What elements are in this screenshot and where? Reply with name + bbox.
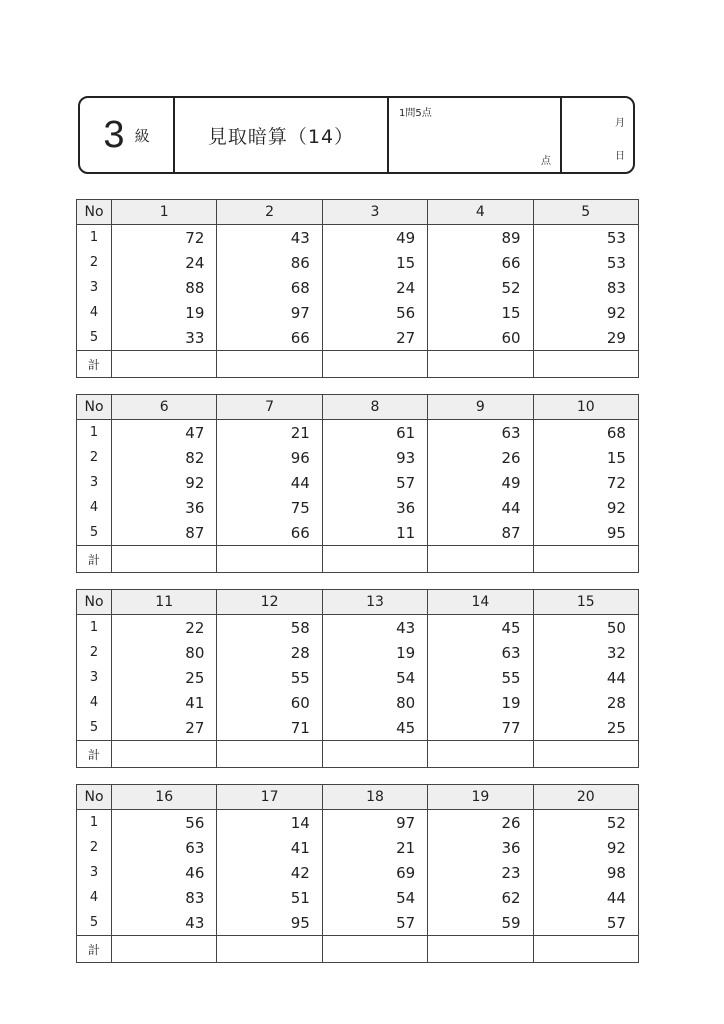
worksheet-header xyxy=(78,96,635,174)
problem-number: 18 xyxy=(322,785,427,810)
answer-field[interactable] xyxy=(322,351,427,378)
row-number: 1 xyxy=(77,615,112,641)
row-number: 4 xyxy=(77,300,112,325)
row-number: 3 xyxy=(77,860,112,885)
problem-table-4 xyxy=(76,784,639,963)
problem-table-3 xyxy=(76,589,639,768)
number-cell: 62 xyxy=(428,885,533,910)
number-cell: 46 xyxy=(112,860,217,885)
number-cell: 29 xyxy=(533,325,638,351)
number-cell: 53 xyxy=(533,250,638,275)
number-cell: 56 xyxy=(112,810,217,836)
number-cell: 66 xyxy=(428,250,533,275)
number-cell: 83 xyxy=(533,275,638,300)
row-number: 3 xyxy=(77,470,112,495)
row-number: 5 xyxy=(77,910,112,936)
answer-field[interactable] xyxy=(112,936,217,963)
no-header: No xyxy=(77,200,112,225)
number-cell: 44 xyxy=(428,495,533,520)
row-number: 1 xyxy=(77,420,112,446)
header-row xyxy=(77,785,639,810)
total-label: 計 xyxy=(77,741,112,768)
row-number: 4 xyxy=(77,690,112,715)
number-cell: 92 xyxy=(533,835,638,860)
answer-field[interactable] xyxy=(322,546,427,573)
number-cell: 27 xyxy=(322,325,427,351)
number-cell: 57 xyxy=(322,470,427,495)
row-number: 3 xyxy=(77,665,112,690)
answer-field[interactable] xyxy=(217,741,322,768)
header-row xyxy=(77,590,639,615)
number-cell: 87 xyxy=(428,520,533,546)
problem-number: 5 xyxy=(533,200,638,225)
table-row xyxy=(77,860,639,885)
answer-field[interactable] xyxy=(533,351,638,378)
header-row xyxy=(77,200,639,225)
problem-number: 12 xyxy=(217,590,322,615)
problem-number: 17 xyxy=(217,785,322,810)
number-cell: 21 xyxy=(217,420,322,446)
number-cell: 71 xyxy=(217,715,322,741)
problem-number: 7 xyxy=(217,395,322,420)
number-cell: 66 xyxy=(217,325,322,351)
table-row xyxy=(77,715,639,741)
table-row xyxy=(77,495,639,520)
number-cell: 92 xyxy=(533,495,638,520)
number-cell: 43 xyxy=(217,225,322,251)
table-row xyxy=(77,470,639,495)
number-cell: 95 xyxy=(217,910,322,936)
date-cell xyxy=(562,98,633,172)
table-row xyxy=(77,300,639,325)
number-cell: 36 xyxy=(428,835,533,860)
answer-field[interactable] xyxy=(112,351,217,378)
number-cell: 14 xyxy=(217,810,322,836)
table-row xyxy=(77,250,639,275)
table-row xyxy=(77,910,639,936)
number-cell: 96 xyxy=(217,445,322,470)
number-cell: 57 xyxy=(322,910,427,936)
number-cell: 19 xyxy=(322,640,427,665)
number-cell: 44 xyxy=(217,470,322,495)
answer-field[interactable] xyxy=(533,936,638,963)
number-cell: 92 xyxy=(533,300,638,325)
answer-field[interactable] xyxy=(428,741,533,768)
number-cell: 27 xyxy=(112,715,217,741)
table-row xyxy=(77,225,639,251)
number-cell: 61 xyxy=(322,420,427,446)
answer-field[interactable] xyxy=(428,546,533,573)
total-label: 計 xyxy=(77,351,112,378)
number-cell: 89 xyxy=(428,225,533,251)
row-number: 5 xyxy=(77,520,112,546)
problem-table-1 xyxy=(76,199,639,378)
no-header: No xyxy=(77,590,112,615)
problem-number: 10 xyxy=(533,395,638,420)
number-cell: 43 xyxy=(322,615,427,641)
number-cell: 22 xyxy=(112,615,217,641)
row-number: 5 xyxy=(77,325,112,351)
answer-field[interactable] xyxy=(217,546,322,573)
table-row xyxy=(77,885,639,910)
total-row xyxy=(77,936,639,963)
number-cell: 60 xyxy=(428,325,533,351)
row-number: 5 xyxy=(77,715,112,741)
table-row xyxy=(77,275,639,300)
grade-label: 級 xyxy=(134,126,150,145)
number-cell: 68 xyxy=(533,420,638,446)
total-row xyxy=(77,351,639,378)
scoring-rule: 1問5点 xyxy=(399,108,432,119)
problem-number: 1 xyxy=(112,200,217,225)
number-cell: 45 xyxy=(428,615,533,641)
number-cell: 24 xyxy=(322,275,427,300)
number-cell: 55 xyxy=(428,665,533,690)
number-cell: 56 xyxy=(322,300,427,325)
answer-field[interactable] xyxy=(428,351,533,378)
number-cell: 52 xyxy=(533,810,638,836)
number-cell: 19 xyxy=(112,300,217,325)
number-cell: 86 xyxy=(217,250,322,275)
number-cell: 97 xyxy=(322,810,427,836)
row-number: 2 xyxy=(77,445,112,470)
number-cell: 28 xyxy=(533,690,638,715)
number-cell: 21 xyxy=(322,835,427,860)
number-cell: 36 xyxy=(322,495,427,520)
problem-number: 4 xyxy=(428,200,533,225)
problem-number: 8 xyxy=(322,395,427,420)
number-cell: 41 xyxy=(112,690,217,715)
table-row xyxy=(77,615,639,641)
problem-number: 19 xyxy=(428,785,533,810)
number-cell: 19 xyxy=(428,690,533,715)
table-row xyxy=(77,520,639,546)
answer-field[interactable] xyxy=(322,741,427,768)
problem-table-2 xyxy=(76,394,639,573)
number-cell: 54 xyxy=(322,885,427,910)
problem-number: 14 xyxy=(428,590,533,615)
table-row xyxy=(77,665,639,690)
number-cell: 24 xyxy=(112,250,217,275)
answer-field[interactable] xyxy=(112,741,217,768)
problem-number: 9 xyxy=(428,395,533,420)
table-row xyxy=(77,835,639,860)
answer-field[interactable] xyxy=(322,936,427,963)
number-cell: 49 xyxy=(428,470,533,495)
number-cell: 44 xyxy=(533,885,638,910)
number-cell: 68 xyxy=(217,275,322,300)
number-cell: 15 xyxy=(428,300,533,325)
number-cell: 15 xyxy=(533,445,638,470)
answer-field[interactable] xyxy=(428,936,533,963)
row-number: 2 xyxy=(77,835,112,860)
table-row xyxy=(77,810,639,836)
number-cell: 82 xyxy=(112,445,217,470)
answer-field[interactable] xyxy=(217,936,322,963)
number-cell: 25 xyxy=(112,665,217,690)
table-row xyxy=(77,640,639,665)
grade-number: 3 xyxy=(103,113,125,156)
answer-field[interactable] xyxy=(217,351,322,378)
row-number: 1 xyxy=(77,225,112,251)
row-number: 3 xyxy=(77,275,112,300)
problem-number: 13 xyxy=(322,590,427,615)
score-cell xyxy=(389,98,562,172)
header-row xyxy=(77,395,639,420)
row-number: 2 xyxy=(77,640,112,665)
problem-number: 20 xyxy=(533,785,638,810)
no-header: No xyxy=(77,785,112,810)
row-number: 2 xyxy=(77,250,112,275)
problem-number: 3 xyxy=(322,200,427,225)
number-cell: 75 xyxy=(217,495,322,520)
number-cell: 47 xyxy=(112,420,217,446)
table-row xyxy=(77,420,639,446)
table-row xyxy=(77,445,639,470)
number-cell: 50 xyxy=(533,615,638,641)
total-row xyxy=(77,546,639,573)
total-label: 計 xyxy=(77,936,112,963)
number-cell: 93 xyxy=(322,445,427,470)
number-cell: 63 xyxy=(112,835,217,860)
row-number: 4 xyxy=(77,885,112,910)
number-cell: 51 xyxy=(217,885,322,910)
number-cell: 92 xyxy=(112,470,217,495)
number-cell: 80 xyxy=(322,690,427,715)
worksheet-title: 見取暗算（14） xyxy=(175,98,389,172)
problem-number: 2 xyxy=(217,200,322,225)
number-cell: 45 xyxy=(322,715,427,741)
row-number: 4 xyxy=(77,495,112,520)
no-header: No xyxy=(77,395,112,420)
number-cell: 87 xyxy=(112,520,217,546)
number-cell: 63 xyxy=(428,640,533,665)
number-cell: 55 xyxy=(217,665,322,690)
number-cell: 72 xyxy=(112,225,217,251)
number-cell: 80 xyxy=(112,640,217,665)
number-cell: 36 xyxy=(112,495,217,520)
problem-number: 11 xyxy=(112,590,217,615)
number-cell: 32 xyxy=(533,640,638,665)
number-cell: 25 xyxy=(533,715,638,741)
number-cell: 63 xyxy=(428,420,533,446)
number-cell: 57 xyxy=(533,910,638,936)
answer-field[interactable] xyxy=(533,741,638,768)
number-cell: 88 xyxy=(112,275,217,300)
total-row xyxy=(77,741,639,768)
number-cell: 69 xyxy=(322,860,427,885)
number-cell: 95 xyxy=(533,520,638,546)
number-cell: 98 xyxy=(533,860,638,885)
number-cell: 26 xyxy=(428,810,533,836)
number-cell: 60 xyxy=(217,690,322,715)
number-cell: 97 xyxy=(217,300,322,325)
number-cell: 77 xyxy=(428,715,533,741)
number-cell: 52 xyxy=(428,275,533,300)
number-cell: 72 xyxy=(533,470,638,495)
number-cell: 41 xyxy=(217,835,322,860)
number-cell: 53 xyxy=(533,225,638,251)
grade-cell xyxy=(80,98,175,172)
number-cell: 44 xyxy=(533,665,638,690)
total-label: 計 xyxy=(77,546,112,573)
problem-number: 6 xyxy=(112,395,217,420)
number-cell: 59 xyxy=(428,910,533,936)
number-cell: 23 xyxy=(428,860,533,885)
month-label: 月 xyxy=(615,118,625,129)
problem-number: 15 xyxy=(533,590,638,615)
answer-field[interactable] xyxy=(112,546,217,573)
number-cell: 58 xyxy=(217,615,322,641)
row-number: 1 xyxy=(77,810,112,836)
number-cell: 66 xyxy=(217,520,322,546)
problem-number: 16 xyxy=(112,785,217,810)
day-label: 日 xyxy=(615,151,625,162)
number-cell: 26 xyxy=(428,445,533,470)
answer-field[interactable] xyxy=(533,546,638,573)
table-row xyxy=(77,325,639,351)
number-cell: 11 xyxy=(322,520,427,546)
number-cell: 33 xyxy=(112,325,217,351)
table-row xyxy=(77,690,639,715)
number-cell: 54 xyxy=(322,665,427,690)
number-cell: 83 xyxy=(112,885,217,910)
number-cell: 42 xyxy=(217,860,322,885)
number-cell: 15 xyxy=(322,250,427,275)
score-unit: 点 xyxy=(541,156,551,167)
number-cell: 43 xyxy=(112,910,217,936)
number-cell: 28 xyxy=(217,640,322,665)
number-cell: 49 xyxy=(322,225,427,251)
